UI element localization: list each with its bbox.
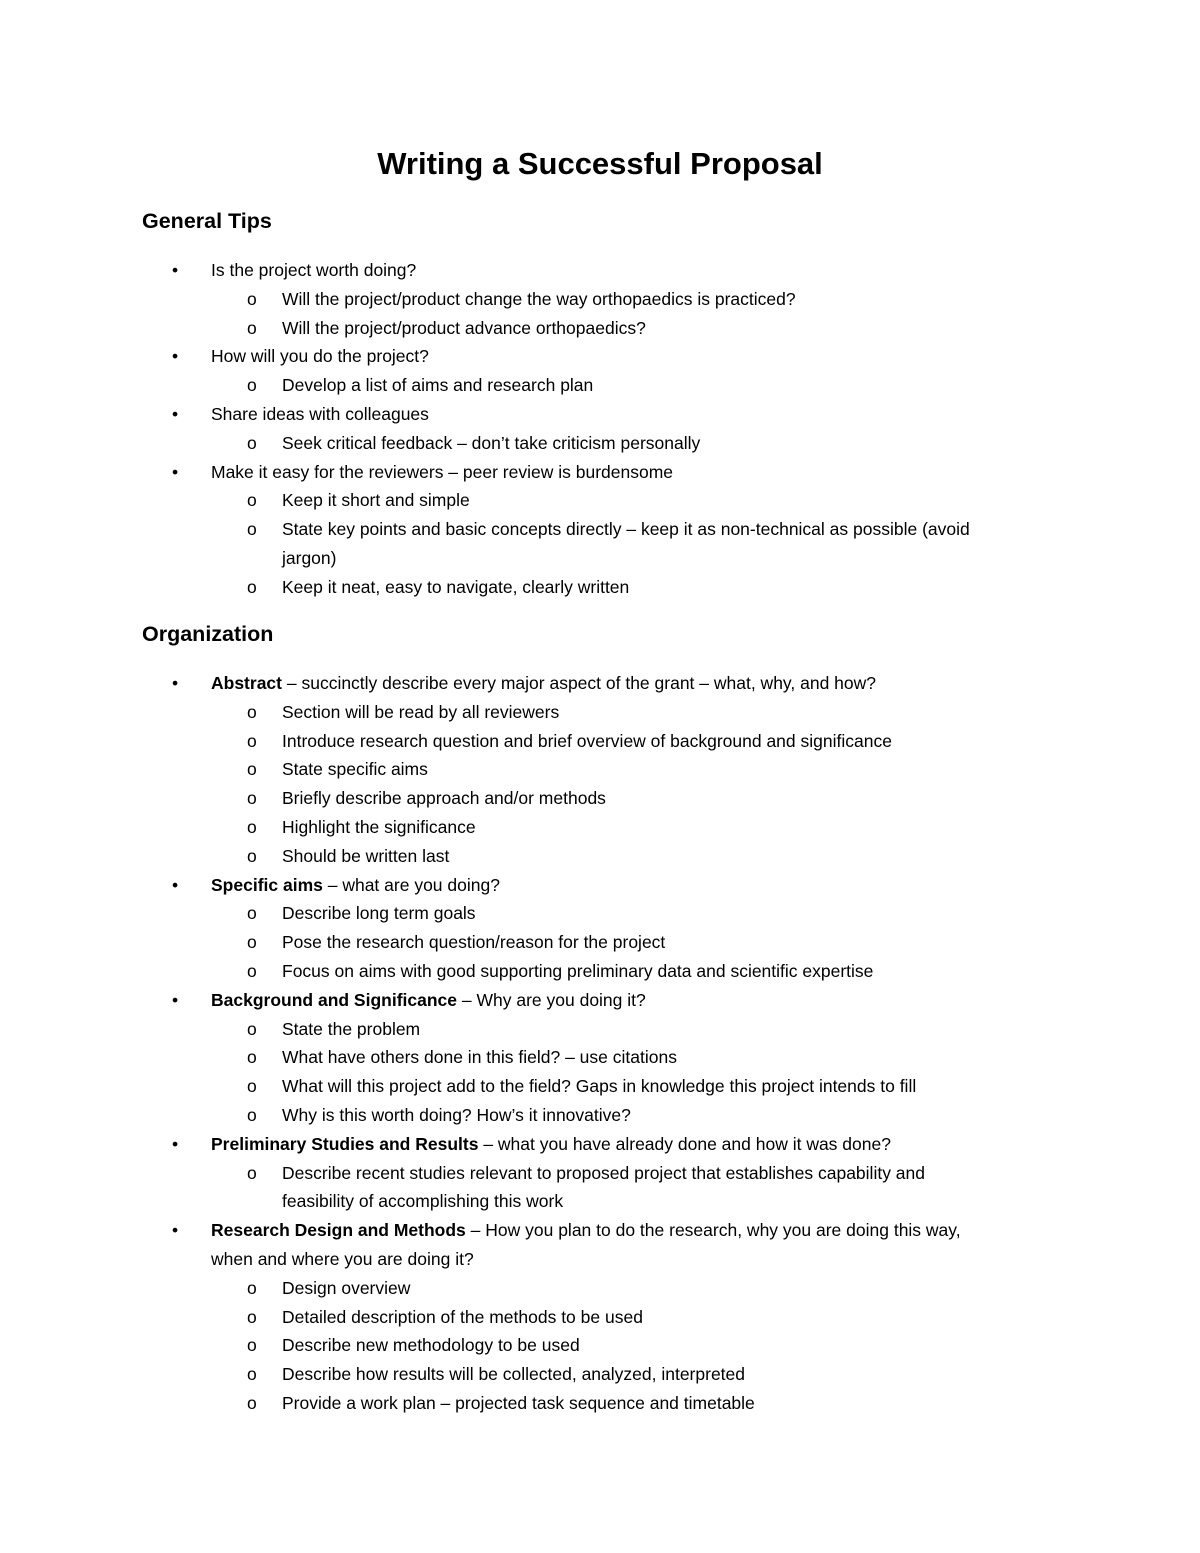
bullet-icon: • [172, 1220, 179, 1241]
sub-list-item: What have others done in this field? – use citations [282, 1047, 677, 1068]
item-lead-term: Preliminary Studies and Results [211, 1133, 479, 1154]
item-text: – what you have already done and how it was done? [478, 1133, 891, 1154]
sub-bullet-icon: o [247, 375, 257, 396]
list-item [211, 256, 416, 284]
list-item-continuation: when and where you are doing it? [211, 1249, 474, 1269]
sub-bullet-icon: o [247, 288, 257, 309]
sub-bullet-icon: o [247, 576, 257, 597]
sub-bullet-icon: o [247, 961, 257, 981]
sub-list-item: Describe new methodology to be used [282, 1335, 580, 1356]
item-text: Is the project worth doing? [211, 260, 417, 280]
list-item [211, 871, 500, 899]
sub-bullet-icon: o [247, 1018, 257, 1039]
document-title: Writing a Successful Proposal [377, 146, 823, 181]
sub-list-item: Design overview [282, 1277, 411, 1298]
sub-list-item: Section will be read by all reviewers [282, 701, 560, 722]
sub-list-item: Focus on aims with good supporting preliminary data and scientific expertise [282, 961, 874, 981]
bullet-icon: • [172, 874, 179, 895]
sub-list-item: Keep it neat, easy to navigate, clearly written [282, 576, 630, 597]
sub-list-item: Will the project/product advance orthopaedics? [282, 317, 646, 338]
item-text: – what are you doing? [322, 874, 500, 895]
sub-list-item: What will this project add to the field? Gaps in knowledge this project intends to fill [282, 1076, 917, 1097]
sub-bullet-icon: o [247, 490, 257, 511]
sub-list-item: Describe how results will be collected, analyzed, interpreted [282, 1364, 746, 1385]
list-item [211, 669, 876, 697]
sub-bullet-icon: o [247, 1162, 257, 1183]
sub-bullet-icon: o [247, 903, 257, 924]
sub-list-item: Develop a list of aims and research plan [282, 375, 594, 396]
sub-bullet-icon: o [247, 1393, 257, 1413]
sub-bullet-icon: o [247, 817, 257, 837]
sub-bullet-icon: o [247, 1105, 257, 1125]
sub-bullet-icon: o [247, 701, 257, 722]
sub-list-item: Briefly describe approach and/or methods [282, 788, 606, 809]
item-text: How will you do the project? [211, 346, 429, 367]
list-item [211, 1216, 961, 1244]
sub-bullet-icon: o [247, 932, 257, 953]
sub-bullet-icon: o [247, 845, 257, 866]
sub-list-item: Provide a work plan – projected task sequence and timetable [282, 1393, 755, 1413]
sub-bullet-icon: o [247, 1306, 257, 1327]
list-item [211, 1130, 891, 1158]
sub-list-item: Keep it short and simple [282, 490, 470, 511]
sub-list-item: Pose the research question/reason for the project [282, 932, 666, 953]
item-lead-term: Research Design and Methods [211, 1220, 466, 1241]
list-item [211, 400, 429, 428]
sub-bullet-icon: o [247, 317, 257, 338]
sub-list-item: State key points and basic concepts directly – keep it as non-technical as possible (avoid [282, 519, 970, 540]
sub-list-item: Describe recent studies relevant to proposed project that establishes capability and [282, 1162, 926, 1183]
bullet-icon: • [172, 260, 179, 280]
item-text: Share ideas with colleagues [211, 404, 429, 424]
sub-bullet-icon: o [247, 519, 257, 540]
item-lead-term: Specific aims [211, 874, 323, 895]
sub-list-item: Should be written last [282, 845, 450, 866]
item-text: – How you plan to do the research, why you are doing this way, [465, 1220, 961, 1241]
sub-bullet-icon: o [247, 788, 257, 809]
item-text: – succinctly describe every major aspect of the grant – what, why, and how? [282, 673, 877, 693]
bullet-icon: • [172, 673, 179, 693]
list-item [211, 986, 646, 1014]
bullet-icon: • [172, 404, 179, 424]
section-heading: Organization [142, 622, 274, 646]
bullet-icon: • [172, 346, 179, 367]
sub-list-item-continuation: feasibility of accomplishing this work [282, 1191, 564, 1212]
sub-list-item: State specific aims [282, 759, 428, 780]
sub-bullet-icon: o [247, 1076, 257, 1097]
item-text: – Why are you doing it? [457, 989, 646, 1010]
sub-bullet-icon: o [247, 1364, 257, 1385]
item-text: Make it easy for the reviewers – peer review is burdensome [211, 461, 674, 482]
sub-list-item: Detailed description of the methods to be used [282, 1306, 643, 1327]
sub-bullet-icon: o [247, 730, 257, 751]
item-lead-term: Background and Significance [211, 989, 458, 1010]
sub-list-item: Why is this worth doing? How’s it innovative? [282, 1105, 631, 1125]
sub-list-item: State the problem [282, 1018, 421, 1039]
sub-bullet-icon: o [247, 1277, 257, 1298]
sub-list-item: Seek critical feedback – don’t take criticism personally [282, 432, 701, 453]
sub-list-item: Highlight the significance [282, 817, 476, 837]
sub-list-item: Will the project/product change the way orthopaedics is practiced? [282, 288, 796, 309]
sub-bullet-icon: o [247, 1047, 257, 1068]
item-lead-term: Abstract [211, 673, 282, 693]
section-heading: General Tips [142, 209, 272, 233]
list-item [211, 458, 673, 486]
sub-list-item: Describe long term goals [282, 903, 476, 924]
bullet-icon: • [172, 989, 179, 1010]
sub-bullet-icon: o [247, 432, 257, 453]
sub-bullet-icon: o [247, 1335, 257, 1356]
sub-list-item-continuation: jargon) [282, 548, 337, 568]
bullet-icon: • [172, 1133, 179, 1154]
sub-bullet-icon: o [247, 759, 257, 780]
bullet-icon: • [172, 461, 179, 482]
sub-list-item: Introduce research question and brief overview of background and significance [282, 730, 892, 751]
list-item [211, 342, 429, 370]
